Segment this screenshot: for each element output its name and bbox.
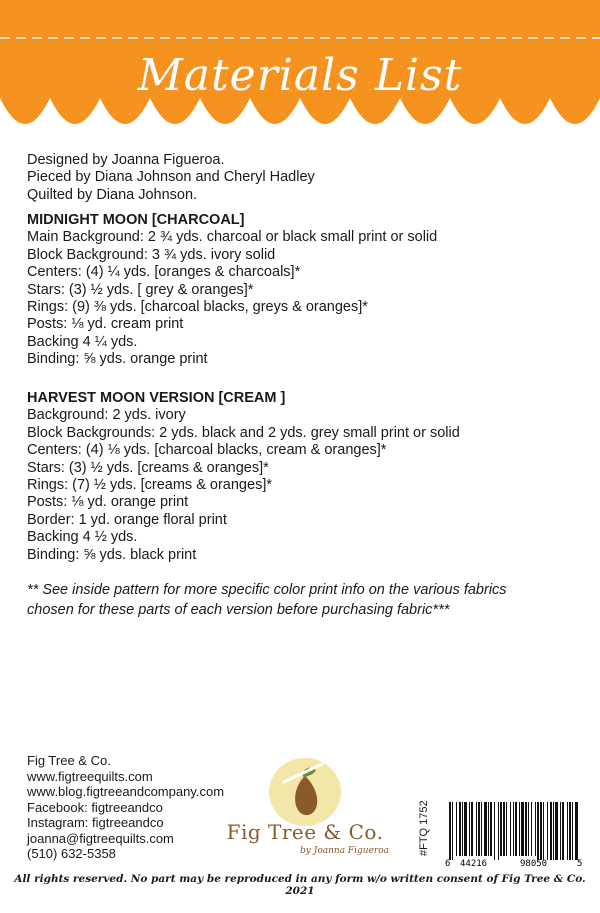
fig-icon: [200, 758, 410, 828]
company-name: Fig Tree & Co.: [27, 753, 111, 768]
barcode-bar: [506, 802, 507, 856]
barcode-digit: 5: [577, 859, 583, 869]
barcode-bar: [484, 802, 487, 856]
website-link[interactable]: www.figtreequilts.com: [27, 768, 153, 784]
barcode-bar: [452, 802, 453, 860]
material-item: Stars: (3) ½ yds. [creams & oranges]*: [27, 459, 269, 476]
barcode-bar: [555, 802, 558, 860]
barcode-bar: [521, 802, 524, 856]
materials-banner: [0, 0, 600, 150]
midnight-moon-section: [27, 212, 587, 369]
barcode-bar: [498, 802, 499, 860]
material-item: Posts: ⅛ yd. orange print: [27, 494, 189, 511]
barcode-bar: [519, 802, 520, 856]
harvest-moon-section: [27, 390, 587, 564]
material-item: Centers: (4) ⅛ yds. [charcoal blacks, cream & oranges]*: [27, 442, 387, 459]
facebook-handle: Facebook: figtreeandco: [27, 799, 163, 815]
barcode-bar: [537, 802, 539, 860]
copyright-notice: All rights reserved. No part may be reproduced in any form w/o written consent of Fig Tree & Co. 2021: [14, 873, 586, 897]
material-item: Centers: (4) ¼ yds. [oranges & charcoals]*: [27, 264, 301, 281]
blog-link[interactable]: www.blog.figtreeandcompany.com: [27, 784, 225, 799]
barcode-bar: [456, 802, 457, 856]
barcode-bar: [535, 802, 536, 856]
section-heading: MIDNIGHT MOON [CHARCOAL]: [27, 212, 245, 228]
barcode-bar: [469, 802, 470, 856]
material-item: Rings: (9) ⅜ yds. [charcoal blacks, greys & oranges]*: [27, 299, 368, 316]
material-item: Background: 2 yds. ivory: [27, 407, 186, 424]
material-item: Binding: ⅝ yds. black print: [27, 546, 197, 563]
barcode-bar: [462, 802, 463, 856]
barcode-digit: 98050: [520, 859, 548, 869]
barcode-bar: [560, 802, 561, 860]
barcode-bar: [503, 802, 505, 856]
section-heading: HARVEST MOON VERSION [CREAM ]: [27, 390, 286, 406]
credit-line: Designed by Joanna Figueroa.: [27, 152, 225, 168]
barcode-bar: [500, 802, 502, 856]
barcode-bar: [476, 802, 477, 856]
material-item: Main Background: 2 ¾ yds. charcoal or black small print or solid: [27, 229, 438, 246]
logo-wordmark: Fig Tree & Co.: [226, 820, 384, 844]
barcode-bar: [540, 802, 542, 860]
barcode-bar: [481, 802, 482, 856]
material-item: Backing 4 ½ yds.: [27, 529, 138, 546]
barcode-bar: [567, 802, 568, 860]
barcode-bar: [575, 802, 578, 860]
barcode-bar: [478, 802, 480, 856]
barcode-bar: [449, 802, 451, 860]
credit-line: Quilted by Diana Johnson.: [27, 186, 198, 203]
fabric-note: [27, 580, 597, 620]
barcode-bar: [471, 802, 473, 856]
note-line: chosen for these parts of each version before purchasing fabric***: [27, 602, 450, 618]
email-link[interactable]: joanna@figtreequilts.com: [27, 830, 174, 846]
barcode-digit: 44216: [460, 859, 488, 869]
phone-number: (510) 632-5358: [27, 846, 116, 861]
barcode-bar: [572, 802, 573, 860]
barcode-bar: [562, 802, 564, 860]
barcode-bar: [550, 802, 552, 860]
barcode-bar: [528, 802, 529, 856]
barcode-bar: [515, 802, 517, 856]
barcode: [443, 799, 585, 869]
note-line: ** See inside pattern for more specific color print info on the various fabrics: [27, 582, 507, 598]
barcode-bar: [490, 802, 492, 856]
material-item: Block Background: 3 ¾ yds. ivory solid: [27, 246, 276, 263]
barcode-digit: 6: [445, 859, 451, 869]
material-item: Backing 4 ¼ yds.: [27, 333, 138, 350]
barcode-bar: [553, 802, 554, 860]
barcode-bar: [494, 802, 495, 860]
instagram-handle: Instagram: figtreeandco: [27, 815, 164, 830]
barcode-bar: [510, 802, 511, 856]
material-item: Binding: ⅝ yds. orange print: [27, 351, 208, 368]
barcode-bar: [569, 802, 571, 860]
sku-label: #FTQ 1752: [418, 800, 430, 856]
logo-tagline: by Joanna Figueroa: [300, 846, 390, 856]
material-item: Block Backgrounds: 2 yds. black and 2 yds. grey small print or solid: [27, 424, 460, 441]
barcode-bar: [543, 802, 544, 860]
credits-block: [27, 152, 587, 204]
barcode-bar: [513, 802, 514, 856]
barcode-bar: [525, 802, 527, 856]
fig-tree-logo: [200, 758, 410, 883]
barcode-bar: [459, 802, 461, 856]
material-item: Posts: ⅛ yd. cream print: [27, 316, 184, 333]
barcode-bar: [488, 802, 489, 856]
barcode-bar: [464, 802, 467, 856]
material-item: Rings: (7) ½ yds. [creams & oranges]*: [27, 477, 272, 494]
material-item: Stars: (3) ½ yds. [ grey & oranges]*: [27, 281, 254, 298]
page-title: Materials List: [137, 50, 463, 101]
barcode-bar: [547, 802, 548, 860]
contact-block: [27, 753, 224, 862]
credit-line: Pieced by Diana Johnson and Cheryl Hadley: [27, 169, 315, 186]
barcode-bar: [531, 802, 532, 856]
material-item: Border: 1 yd. orange floral print: [27, 511, 227, 528]
